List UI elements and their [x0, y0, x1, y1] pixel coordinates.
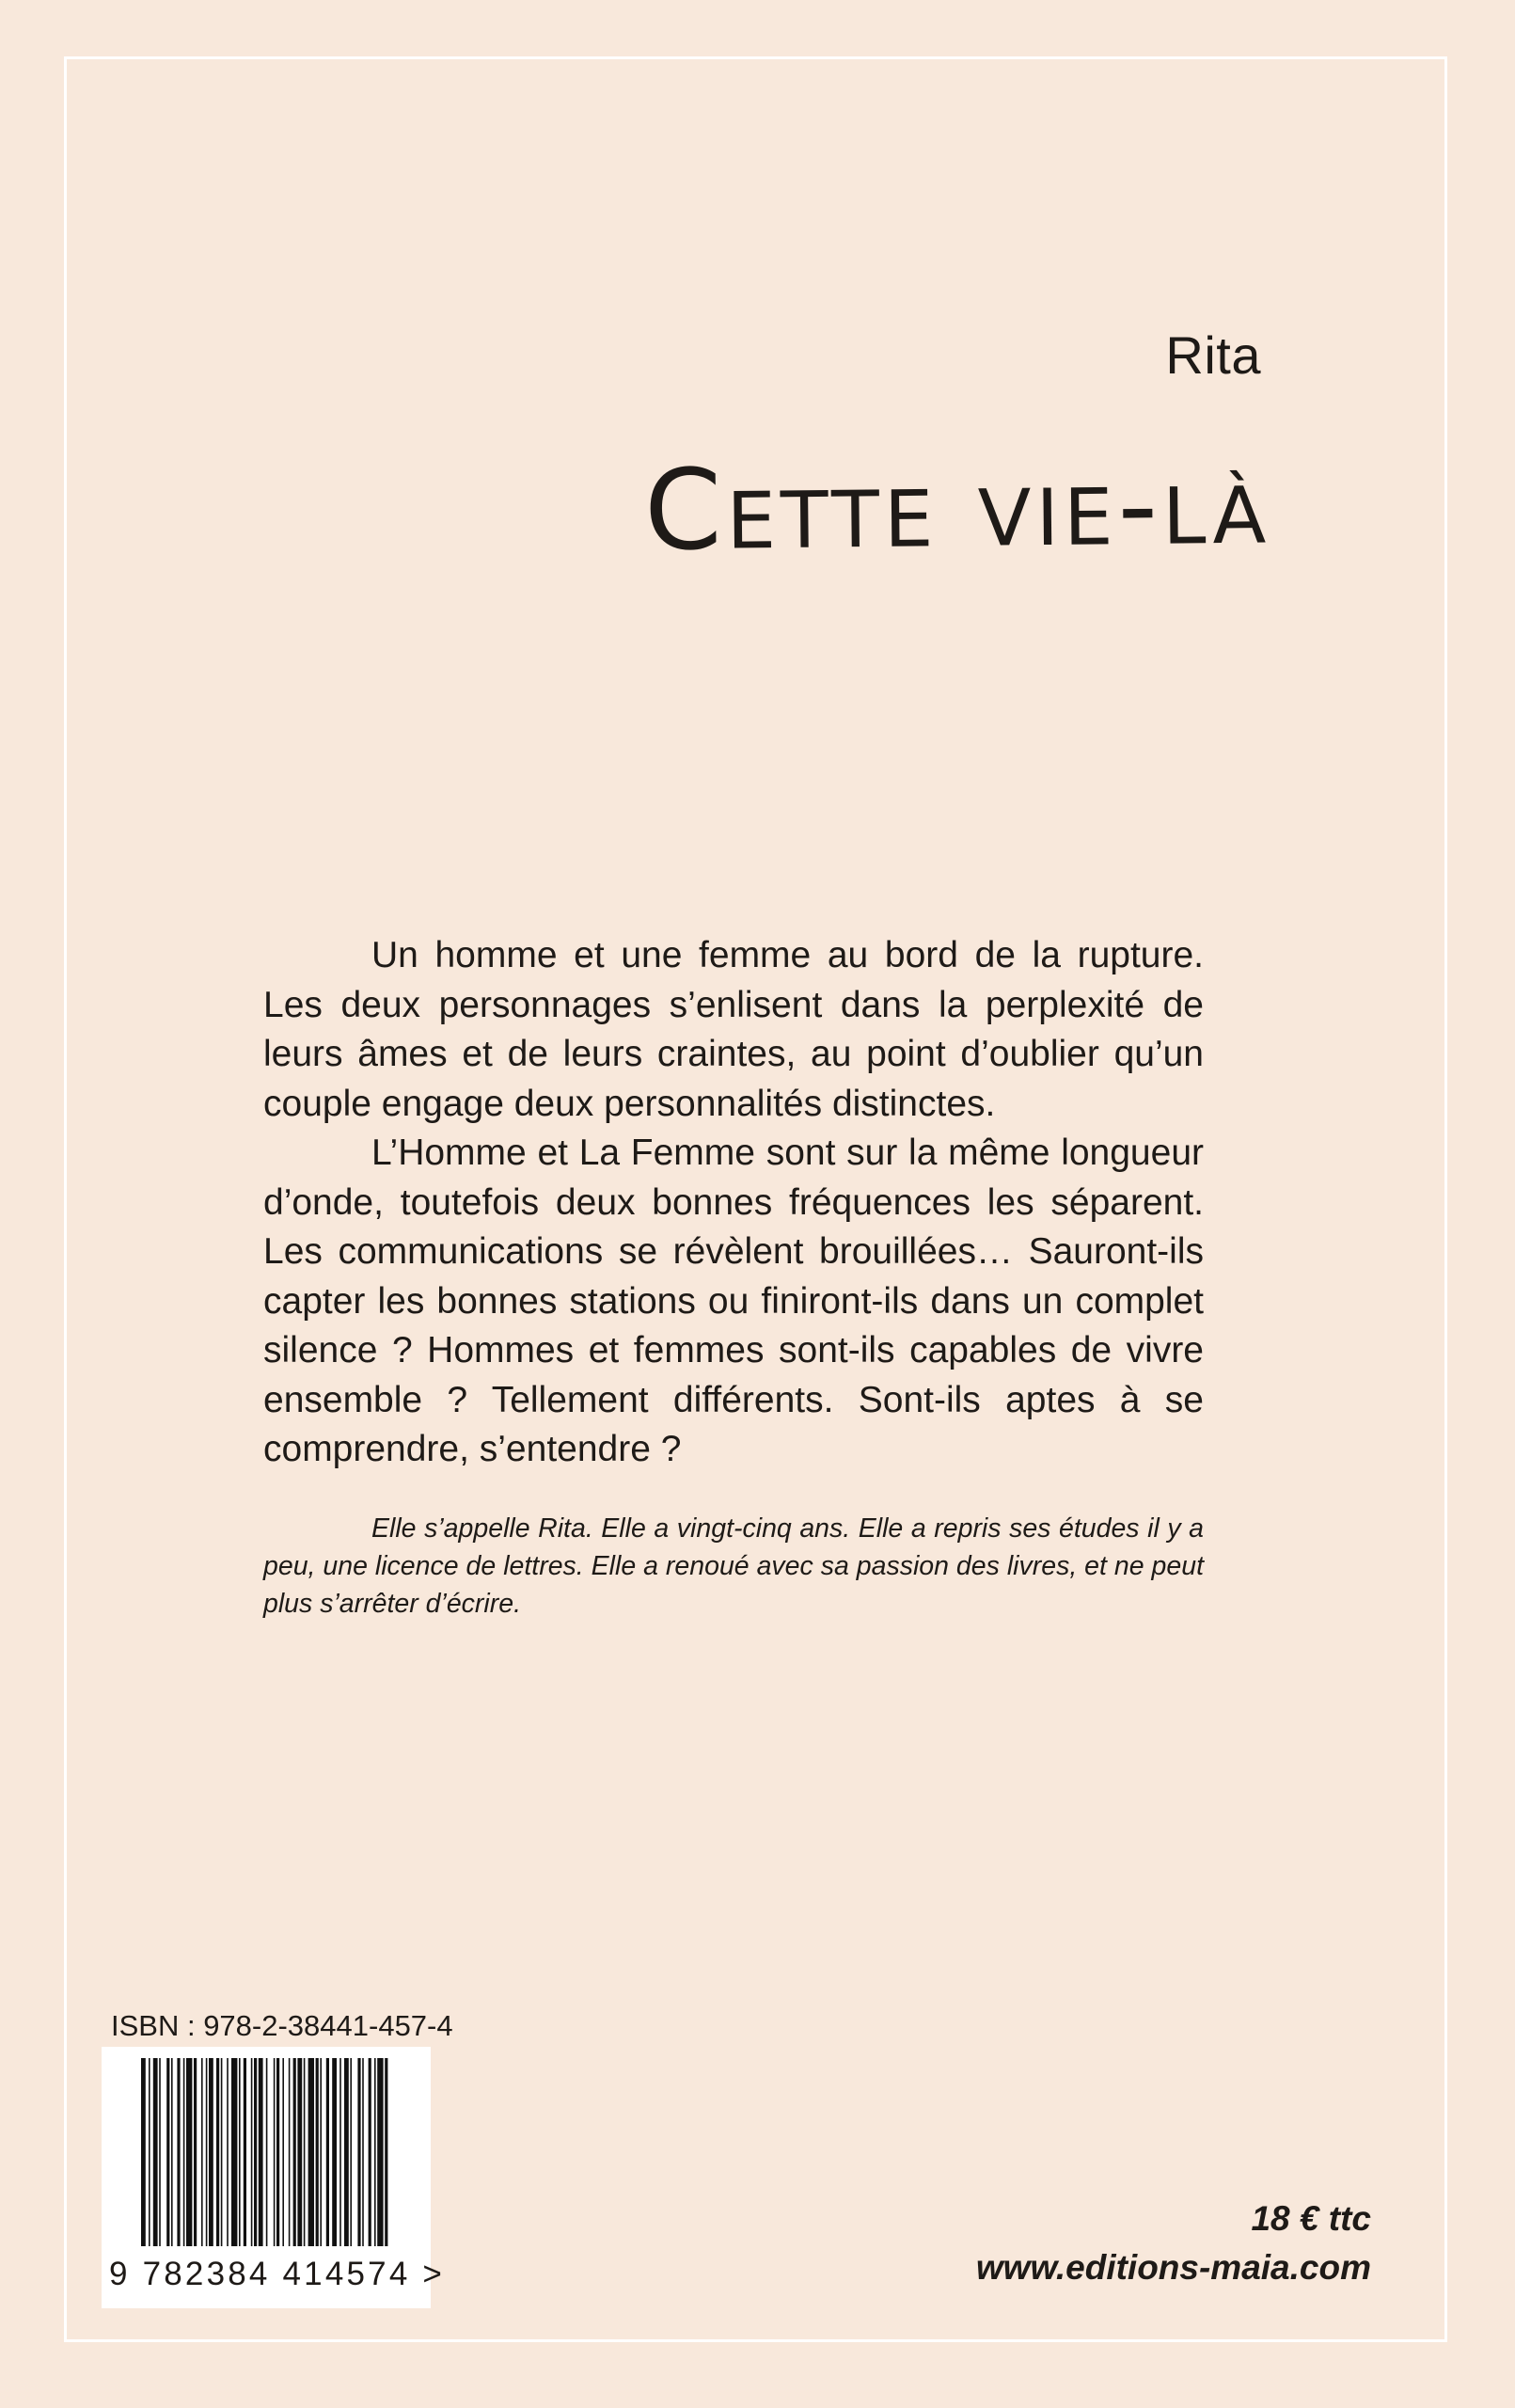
barcode-bar	[227, 2058, 229, 2246]
barcode-bar	[239, 2058, 241, 2246]
blurb-paragraph: Un homme et une femme au bord de la rupture. Les deux personnages s’enlisent dans la perplexité de leurs âmes et de leurs craintes, au point d’oublier qu’un couple engage deux personnalités distinctes.	[263, 935, 1204, 1124]
barcode-bars	[141, 2058, 395, 2256]
barcode-bar	[244, 2058, 246, 2246]
blurb-paragraph: L’Homme et La Femme sont sur la même longueur d’onde, toutefois deux bonnes fréquences les séparent. Les communications se révèlent brouillées… Sauront-ils capter les bonnes stations ou finiront-ils dans un complet silence ? Hommes et femmes sont-ils capables de vivre ensemble ? Tellement différents. Sont-ils aptes à se comprendre, s’entendre ?	[263, 1133, 1204, 1469]
barcode-bar	[254, 2058, 257, 2246]
barcode-bar	[293, 2058, 296, 2246]
author-bio: Elle s’appelle Rita. Elle a vingt-cinq ans. Elle a repris ses études il y a peu, une licence de lettres. Elle a renoué avec sa passion des livres, et ne peut plus s’arrêter d’écrire.	[263, 1513, 1204, 1619]
barcode-bar	[149, 2058, 150, 2246]
barcode-bar	[326, 2058, 329, 2246]
back-cover-blurb	[263, 931, 1204, 1475]
barcode-bar	[339, 2058, 341, 2246]
barcode-bar	[374, 2058, 376, 2246]
barcode-bar	[266, 2058, 268, 2246]
book-title: Cette vie-là	[643, 438, 1271, 576]
barcode-bar	[350, 2058, 352, 2246]
barcode-bar	[251, 2058, 253, 2246]
barcode-bar	[385, 2058, 387, 2246]
barcode-bar	[186, 2058, 192, 2246]
barcode-bar	[274, 2058, 276, 2246]
barcode-bar	[357, 2058, 360, 2246]
barcode-bar	[201, 2058, 203, 2246]
barcode-bar	[153, 2058, 158, 2246]
barcode-bar	[171, 2058, 173, 2246]
barcode-bar	[320, 2058, 322, 2246]
barcode-bar	[344, 2058, 349, 2246]
barcode-bar	[209, 2058, 213, 2246]
barcode-bar	[369, 2058, 371, 2246]
barcode-bar	[316, 2058, 319, 2246]
barcode-bar	[259, 2058, 263, 2246]
barcode-bar	[289, 2058, 291, 2246]
barcode-bar	[206, 2058, 208, 2246]
barcode-bar	[282, 2058, 284, 2246]
barcode-bar	[194, 2058, 197, 2246]
barcode-bar	[332, 2058, 337, 2246]
barcode-bar	[221, 2058, 223, 2246]
author-name: Rita	[1165, 325, 1261, 385]
barcode-bar	[216, 2058, 219, 2246]
barcode-bar	[177, 2058, 180, 2246]
barcode-bar	[297, 2058, 302, 2246]
barcode-bar	[362, 2058, 364, 2246]
barcode-bar	[377, 2058, 383, 2246]
barcode-bar	[141, 2058, 146, 2246]
barcode-bar	[304, 2058, 306, 2246]
barcode-bar	[276, 2058, 279, 2246]
barcode	[102, 2047, 446, 2308]
barcode-bar	[166, 2058, 169, 2246]
barcode-bar	[183, 2058, 185, 2246]
barcode-bar	[308, 2058, 314, 2246]
isbn-label: ISBN : 978-2-38441-457-4	[111, 2009, 453, 2042]
publisher-website: www.editions-maia.com	[975, 2248, 1371, 2287]
barcode-number: 9 782384 414574 >	[109, 2256, 446, 2292]
barcode-bar	[159, 2058, 161, 2246]
price: 18 € ttc	[1251, 2199, 1371, 2238]
barcode-bar	[231, 2058, 237, 2246]
